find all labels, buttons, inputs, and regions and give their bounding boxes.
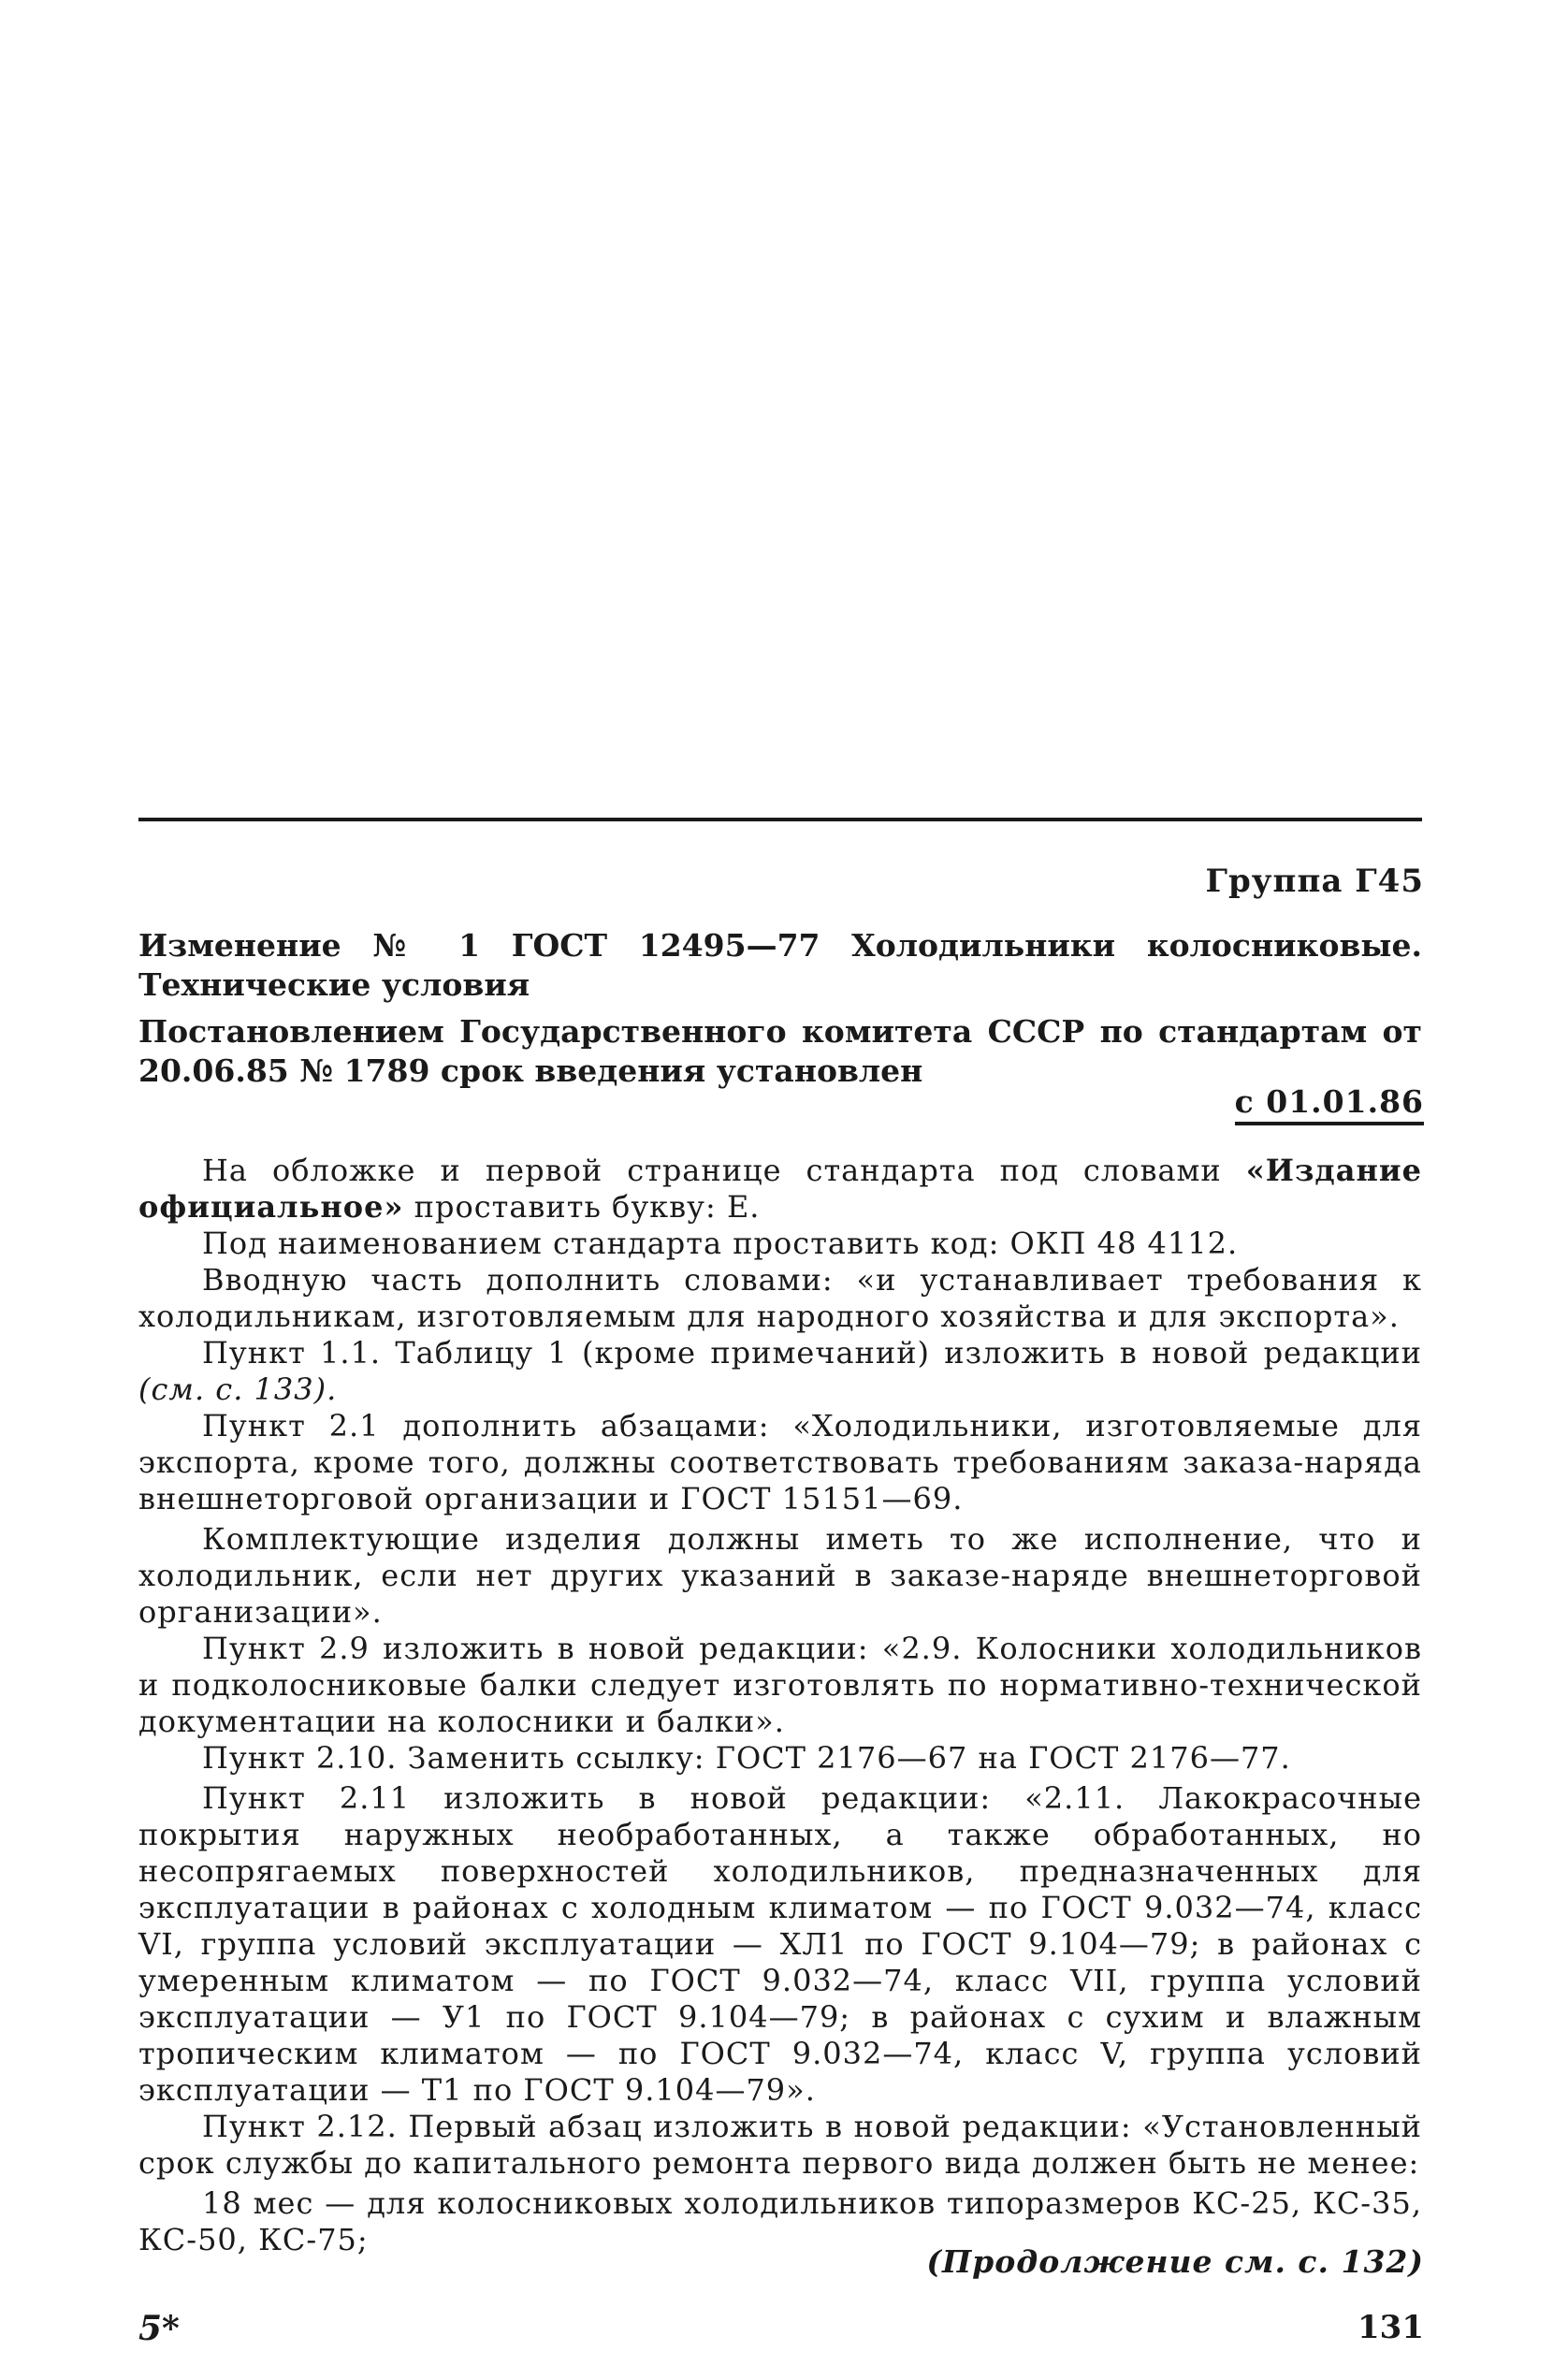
paragraph-cover-b: «Издание официальное» [138, 1153, 1422, 1225]
paragraph-components: Комплектующие изделия должны иметь то же исполнение, что и холодильник, если нет других указаний в заказе-наряде внешнеторговой организации». [138, 1521, 1422, 1630]
paragraph-cover-c: проставить букву: Е. [403, 1189, 761, 1225]
effective-date-block [1235, 1083, 1424, 1125]
effective-date: с 01.01.86 [1235, 1083, 1424, 1125]
decree-text: Постановлением Государственного комитета СССР по стандартам от 20.06.85 № 1789 срок введения установлен [138, 1013, 1422, 1089]
paragraph-item-1-1-a: Пункт 1.1. Таблицу 1 (кроме примечаний) изложить в новой редакции [202, 1335, 1422, 1371]
amendment-body [138, 1153, 1422, 2258]
page-number: 131 [1357, 2309, 1424, 2346]
paragraph-item-2-1: Пункт 2.1 дополнить абзацами: «Холодильники, изготовляемые для экспорта, кроме того, должны соответствовать требованиям заказа-наряда внешнеторговой организации и ГОСТ 15151—69. [138, 1408, 1422, 1516]
paragraph-okp-code: Под наименованием стандарта проставить код: ОКП 48 4112. [202, 1226, 1239, 1261]
paragraph-cover-a: На обложке и первой странице стандарта под словами [202, 1153, 1246, 1188]
signature-mark: 5* [138, 2309, 180, 2348]
paragraph-cover [138, 1153, 1422, 1226]
paragraph-item-2-9: Пункт 2.9 изложить в новой редакции: «2.9. Колосники холодильников и подколосниковые балки следует изготовлять по нормативно-технической документации на колосники и балки». [138, 1631, 1422, 1739]
amendment-title: Изменение № 1 ГОСТ 12495—77 Холодильники колосниковые. Технические условия [138, 927, 1422, 1003]
paragraph-introduction: Вводную часть дополнить словами: «и устанавливает требования к холодильникам, изготовляемым для народного хозяйства и для экспорта». [138, 1262, 1422, 1334]
paragraph-item-2-12: Пункт 2.12. Первый абзац изложить в новой редакции: «Установленный срок службы до капитального ремонта первого вида должен быть не менее: [138, 2109, 1422, 2181]
continuation-note: (Продолжение см. с. 132) [926, 2243, 1424, 2280]
paragraph-item-2-10: Пункт 2.10. Заменить ссылку: ГОСТ 2176—67 на ГОСТ 2176—77. [202, 1740, 1291, 1776]
top-divider [138, 818, 1422, 821]
paragraph-item-1-1 [138, 1335, 1422, 1408]
paragraph-service-life: 18 мес — для колосниковых холодильников типоразмеров КС-25, КС-35, КС-50, КС-75; [138, 2185, 1422, 2257]
paragraph-item-2-11: Пункт 2.11 изложить в новой редакции: «2.11. Лакокрасочные покрытия наружных необработанных, а также обработанных, но несопрягаемых поверхностей холодильников, предназначенных для эксплуатации в районах с холодным климатом — по ГОСТ 9.032—74, класс VI, группа условий эксплуатации — ХЛ1 по ГОСТ 9.104—79; в районах с умеренным климатом — по ГОСТ 9.032—74, класс VII, группа условий эксплуатации — У1 по ГОСТ 9.104—79; в районах с сухим и влажным тропическим климатом — по ГОСТ 9.032—74, класс V, группа условий эксплуатации — Т1 по ГОСТ 9.104—79». [138, 1780, 1422, 2108]
paragraph-item-1-1-ref: (см. с. 133). [138, 1371, 338, 1407]
group-code: Группа Г45 [1205, 863, 1424, 900]
